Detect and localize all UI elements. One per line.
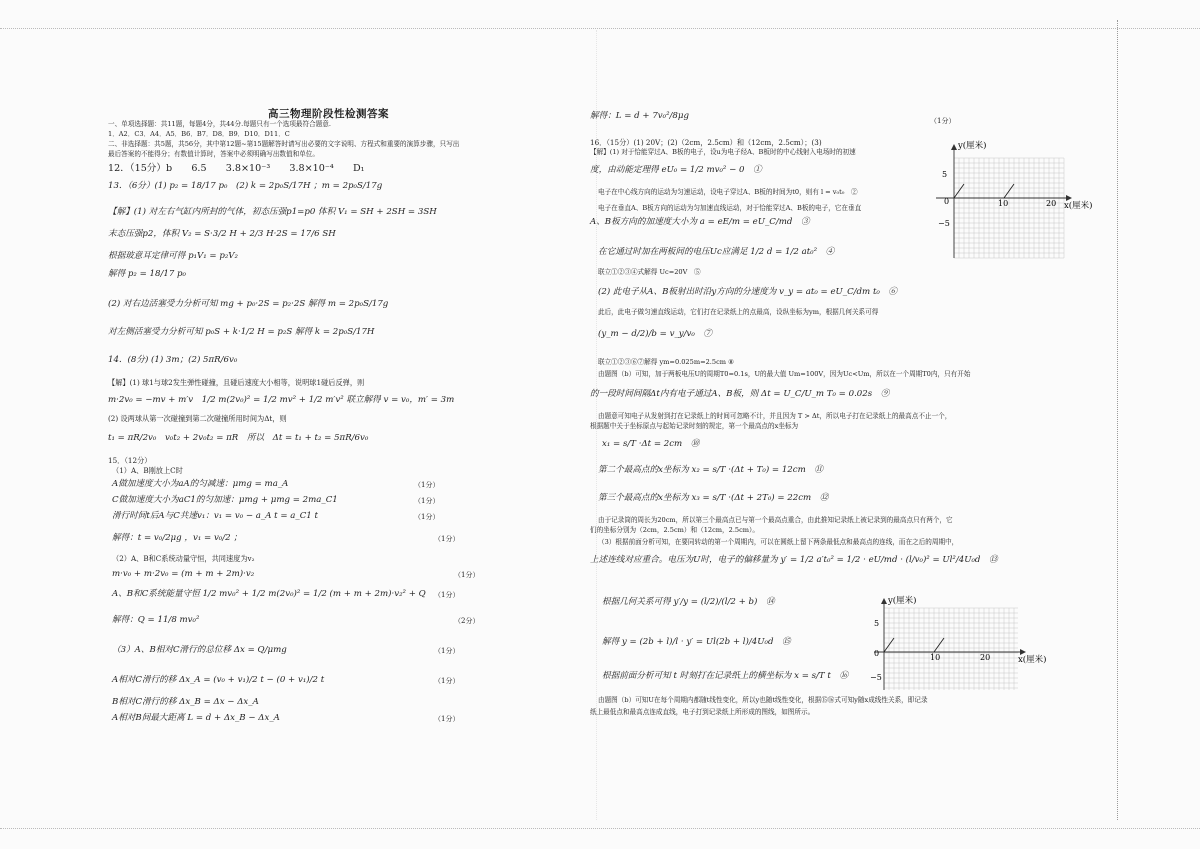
equation-line: 第三个最高点的x坐标为 x₃ = s/T ·(Δt + 2T₀) = 22cm ⑫ (598, 493, 829, 503)
y-axis-label: y(厘米) (888, 596, 917, 606)
text-line: (2) 设两球从第一次碰撞到第二次碰撞所用时间为Δt，则 (108, 414, 287, 423)
y-axis-label: y(厘米) (958, 141, 987, 151)
equation-line: 解得 p₂ = 18/17 p₀ (108, 269, 186, 279)
equation-line: 末态压强p2，体积 V₂ = S·3/2 H + 2/3 H·2S = 17/6 SH (108, 229, 336, 239)
text-line: 1．A2．C3．A4．A5．B6．B7．D8．B9．D10．D11．C (108, 130, 290, 138)
text-line: 联立①②③⑥⑦解得 ym=0.025m=2.5cm ⑧ (598, 358, 735, 366)
text-line: （2）A、B和C系统动量守恒，共同速度为v₂ (112, 554, 255, 563)
text-line: 【解】(1) 球1与球2发生弹性碰撞，且碰后速度大小相等，说明球1碰后反弹，则 (108, 378, 365, 387)
equation-line: 根据玻意耳定律可得 p₁V₁ = p₂V₂ (108, 251, 238, 261)
equation-line: 根据前面分析可知 t 时刻打在记录纸上的横坐标为 x = s/T t ⑯ (602, 671, 849, 681)
score-mark: （1分） (414, 497, 440, 505)
text-line: 【解】(1) 对于恰能穿过A、B板的电子，设u为电子经A、B板时的中心线射入电场时的初速 (590, 148, 856, 156)
equation-line: m·2v₀ = −mv + m′v 1/2 m(2v₀)² = 1/2 mv² + 1/2 m′v² 联立解得 v = v₀，m′ = 3m (108, 395, 455, 405)
equation-line: A、B和C系统能量守恒 1/2 mv₀² + 1/2 m(2v₀)² = 1/2 (m + m + 2m)·v₂² + Q (112, 589, 426, 599)
equation-line: 14．(8分) (1) 3m；(2) 5πR/6v₀ (108, 355, 238, 365)
equation-line: B相对C滑行的移 Δx_B = Δx − Δx_A (112, 697, 259, 707)
graph-lower (868, 594, 1068, 694)
equation-line: 13．（6分）(1) p₂ = 18/17 p₀ (2) k = 2p₀S/17H ；m = 2p₀S/17g (108, 181, 383, 191)
equation-line: (y_m − d/2)/b = v_y/v₀ ⑦ (598, 329, 712, 339)
x-axis-label: x(厘米) (1018, 655, 1047, 665)
equation-line: m·v₀ + m·2v₀ = (m + m + 2m)·v₂ (112, 569, 255, 579)
y-tick-label: 0 (944, 197, 950, 206)
y-axis-arrow (951, 144, 957, 150)
score-mark: （1分） (930, 117, 956, 125)
equation-line: 解得：Q = 11/8 mv₀² (112, 615, 200, 625)
x-tick-label: 20 (980, 653, 991, 662)
text-line: 由题图（b）可知，加于两板电压U的周期T0=0.1s，U的最大值 Um=100V，因为Uc<Um，所以在一个周期T0内，只有开始 (598, 370, 971, 378)
text-line: 16．（15分）(1) 20V；(2)（2cm，2.5cm）和（12cm，2.5cm）；(3) (590, 138, 822, 147)
equation-line: C做加速度大小为aC1的匀加速：μmg + μmg = 2ma_C1 (112, 495, 338, 505)
text-line: 纸上最低点和最高点连成直线，电子打到记录纸上所形成的图线，如图所示。 (590, 708, 815, 716)
score-mark: （1分） (434, 677, 460, 685)
equation-line: A相对C滑行的移 Δx_A = (v₀ + v₁)/2 t − (0 + v₁)/2 t (112, 675, 325, 685)
text-line: 电子在垂直A、B板方向的运动为匀加速直线运动，对于恰能穿过A、B板的电子，它在垂直 (598, 204, 862, 212)
score-mark: （2分） (454, 617, 480, 625)
y-tick-label: −5 (938, 219, 950, 228)
y-tick-label: 5 (874, 619, 880, 628)
text-line: 根据题中关于坐标原点与起始记录时刻的规定，第一个最高点的x坐标为 (590, 422, 799, 430)
page-edge-top (0, 28, 1200, 29)
x-tick-label: 10 (930, 653, 941, 662)
equation-line: 滑行时间t后A与C共速v₁：v₁ = v₀ − a_A t = a_C1 t (112, 511, 318, 521)
x-tick-label: 10 (998, 199, 1009, 208)
page-edge-bottom (0, 828, 1200, 829)
text-line: 二、非选择题：共5题，共56分，其中第12题~第15题解答时请写出必要的文字说明、方程式和重要的演算步骤，只写出 (108, 140, 460, 148)
text-line: 电子在中心线方向的运动为匀速运动，设电子穿过A、B板的时间为t0，则有 l = v₀t₀ ② (598, 188, 858, 196)
score-mark: （1分） (434, 591, 460, 599)
equation-line: 解得 y = (2b + l)/l · y′ = Ul(2b + l)/4U₀d ⑮ (602, 637, 791, 647)
equation-line: 根据几何关系可得 y′/y = (l/2)/(l/2 + b) ⑭ (602, 597, 775, 607)
equation-line: 的一段时间间隔Δt内有电子通过A、B板，则 Δt = U_C/U_m T₀ = 0.02s ⑨ (590, 389, 890, 399)
page-edge-right (1117, 20, 1118, 820)
y-tick-label: −5 (870, 673, 882, 682)
graph-lower-grid (884, 608, 1018, 690)
score-mark: （1分） (414, 513, 440, 521)
equation-line: A相对B间最大距离 L = d + Δx_B − Δx_A (112, 713, 280, 723)
equation-line: 在它通过时加在两板间的电压Uc应满足 1/2 d = 1/2 at₀² ④ (598, 247, 835, 257)
y-tick-label: 5 (942, 170, 948, 179)
text-line: 此后，此电子做匀速直线运动，它们打在记录纸上的点最高，设纵坐标为ym，根据几何关系可得 (598, 308, 879, 316)
score-mark: （1分） (434, 535, 460, 543)
text-line: （3）根据前面分析可知，在要同转动的第一个周期内，可以在圆纸上留下两条最低点和最高点的连线，而在之后的周期中， (598, 538, 959, 546)
text-line: 联立①②③④式解得 Uc=20V ⑤ (598, 268, 701, 276)
score-mark: （1分） (434, 647, 460, 655)
text-line: 由题意可知电子从发射到打在记录纸上的时间可忽略不计，并且因为 T > Δt，所以电子打在记录纸上的最高点不止一个， (598, 412, 952, 420)
equation-line: 度，由动能定理得 eU₀ = 1/2 mv₀² − 0 ① (590, 165, 762, 175)
graph-upper-grid (954, 158, 1064, 258)
equation-line: 解得：t = v₀/2μg ，v₁ = v₀/2 ； (112, 533, 242, 543)
text-line: 由题图（b）可知U在每个周期内都随t线性变化，所以y也随t线性变化，根据⑮⑯式可知y随x成线性关系，即记录 (598, 696, 928, 704)
text-line: 15．（12分） (108, 456, 152, 465)
text-line: 最后答案的不能得分；有数值计算时，答案中必须明确写出数值和单位。 (108, 150, 319, 158)
x-axis-label: x(厘米) (1064, 201, 1093, 211)
text-line: 由于记录筒的周长为20cm，所以第三个最高点已与第一个最高点重合，由此推知记录纸上被记录到的最高点只有两个，它 (598, 516, 953, 524)
text-line: 一、单项选择题：共11题，每题4分，共44分.每题只有一个选项最符合题意. (108, 120, 331, 128)
score-mark: （1分） (434, 715, 460, 723)
equation-line: x₁ = s/T ·Δt = 2cm ⑩ (602, 439, 700, 449)
equation-line: A做加速度大小为aA的匀减速：μmg = ma_A (112, 479, 289, 489)
y-axis-arrow (881, 598, 887, 604)
score-mark: （1分） (414, 481, 440, 489)
equation-line: 第二个最高点的x坐标为 x₂ = s/T ·(Δt + T₀) = 12cm ⑪ (598, 465, 823, 475)
score-mark: （1分） (454, 571, 480, 579)
text-line: 们的坐标分别为（2cm，2.5cm）和（12cm，2.5cm）。 (590, 526, 759, 534)
graph-upper (928, 134, 1100, 264)
equation-line: 对左侧活塞受力分析可知 p₀S + k·1/2 H = p₂S 解得 k = 2p₀S/17H (108, 327, 375, 337)
text-line: 12．（15分）b 6.5 3.8×10⁻³ 3.8×10⁻⁴ D₁ (108, 163, 365, 174)
equation-line: 【解】(1) 对左右气缸内所封的气体，初态压强p1=p0 体积 V₁ = SH + 2SH = 3SH (108, 207, 437, 217)
equation-line: (2) 对右边活塞受力分析可知 mg + p₀·2S = p₂·2S 解得 m = 2p₀S/17g (108, 299, 389, 309)
equation-line: （3）A、B相对C滑行的总位移 Δx = Q/μmg (112, 645, 287, 655)
equation-line: (2) 此电子从A、B板射出时沿y方向的分速度为 v_y = at₀ = eU_C/dm t₀ ⑥ (598, 287, 898, 297)
equation-line: A、B板方向的加速度大小为 a = eE/m = eU_C/md ③ (590, 217, 810, 227)
y-tick-label: 0 (874, 649, 880, 658)
x-tick-label: 20 (1046, 199, 1057, 208)
text-line: （1）A、B刚放上C时 (112, 466, 183, 475)
equation-line: t₁ = πR/2v₀ v₀t₂ + 2v₀t₂ = πR 所以 Δt = t₁ + t₂ = 5πR/6v₀ (108, 433, 369, 443)
equation-line: 解得：L = d + 7v₀²/8μg (590, 111, 689, 121)
document-title: 高三物理阶段性检测答案 (268, 108, 389, 120)
equation-line: 上述连线对应重合。电压为U时，电子的偏移量为 y′ = 1/2 a′t₀² = 1/2 · eU/md · (l/v₀)² = Ul²/4U₀d ⑬ (590, 555, 998, 565)
